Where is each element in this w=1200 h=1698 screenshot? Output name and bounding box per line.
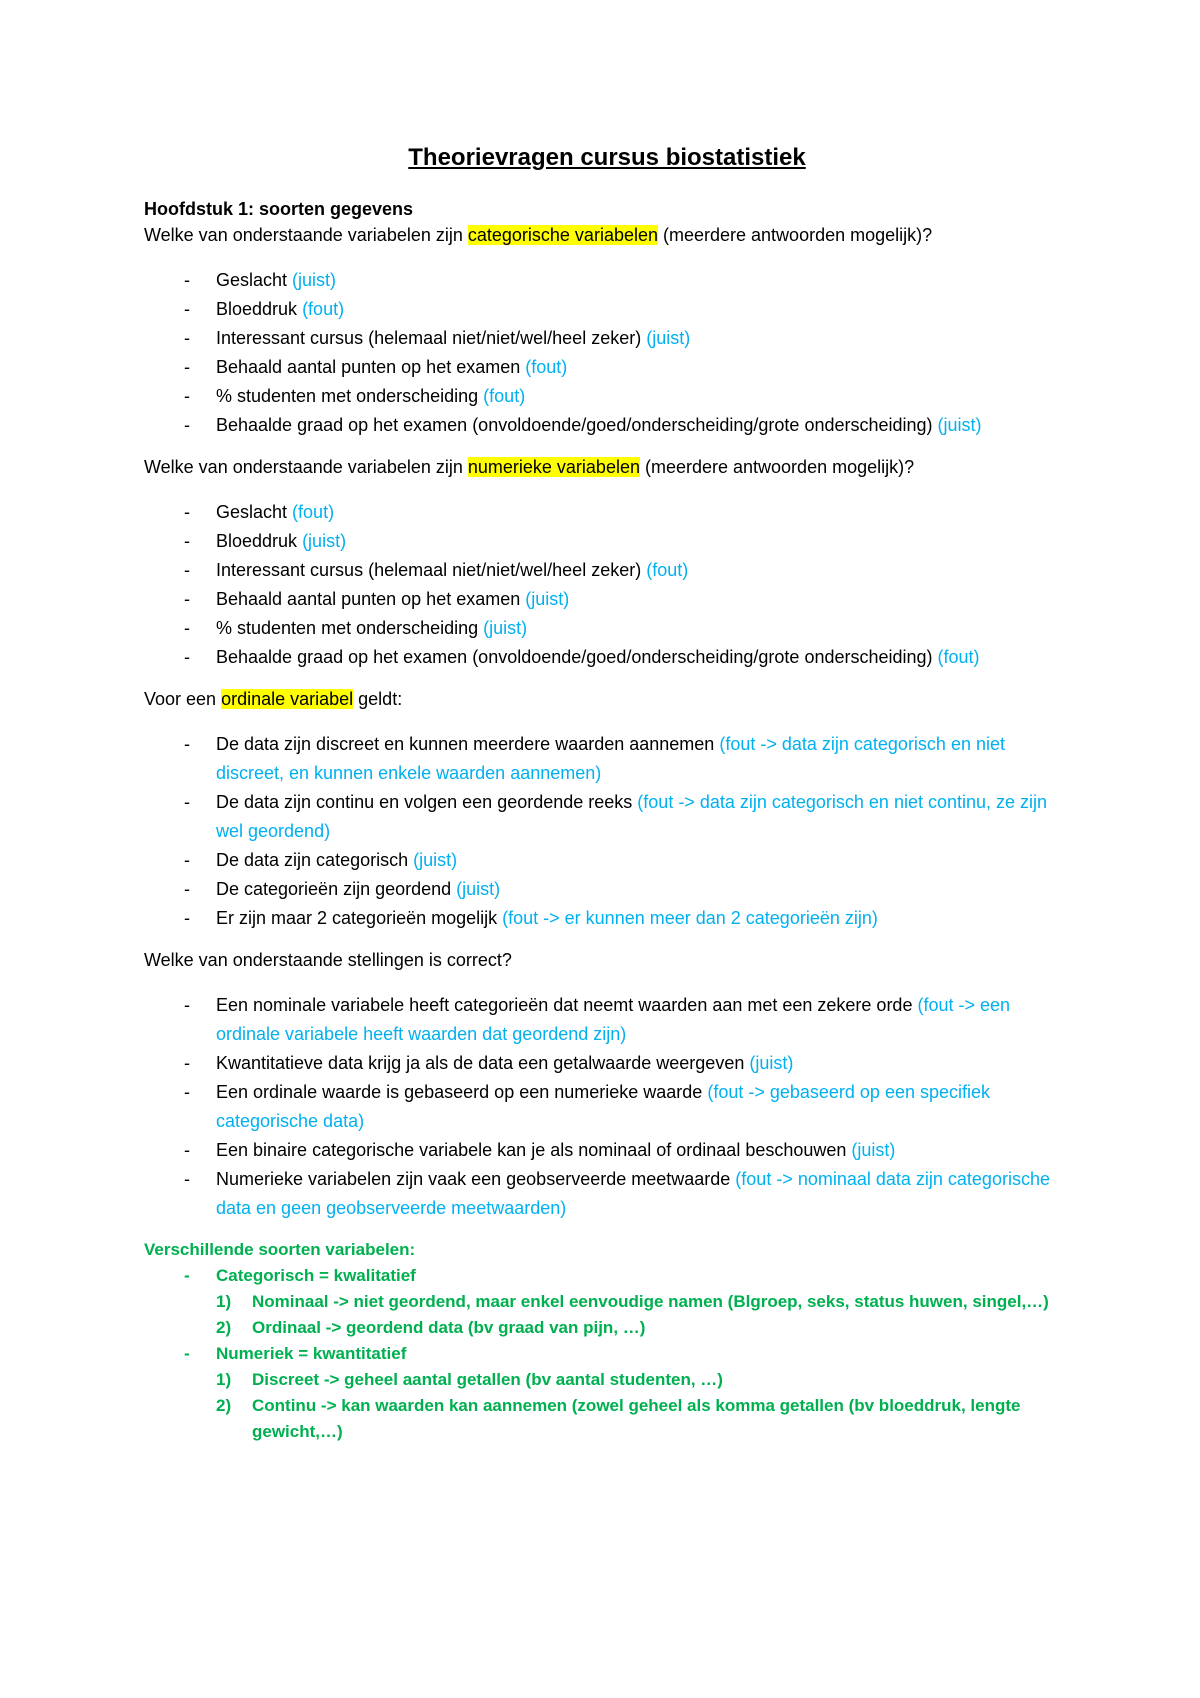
- bullet-dash: -: [184, 299, 190, 319]
- question-text: geldt:: [353, 689, 403, 709]
- answer-text: Kwantitatieve data krijg ja als de data een getalwaarde weergeven: [216, 1053, 750, 1073]
- answer-verdict: (juist): [749, 1053, 794, 1073]
- answer-text: Een nominale variabele heeft categorieën dat neemt waarden aan met een zekere orde: [216, 995, 918, 1015]
- question-ordinal: [144, 686, 1070, 712]
- document-title: Theorievragen cursus biostatistiek: [408, 144, 806, 171]
- variable-type-group: [144, 1341, 1070, 1445]
- list-item: [144, 614, 1070, 643]
- highlighted-term: ordinale variabel: [221, 689, 354, 709]
- question-text: Voor een: [144, 689, 222, 709]
- answer-text: De categorieën zijn geordend: [216, 879, 457, 899]
- list-item: [216, 1315, 1070, 1341]
- answer-verdict: (fout -> er kunnen meer dan 2 categorieën zijn): [502, 908, 878, 928]
- list-item: [144, 991, 1070, 1049]
- answer-verdict: (fout): [483, 386, 526, 406]
- answer-verdict: (fout -> nominaal data zijn categorische data en geen geobserveerde meetwaarden): [216, 1169, 1050, 1218]
- answer-verdict: (fout): [525, 357, 568, 377]
- answer-text: Interessant cursus (helemaal niet/niet/wel/heel zeker): [216, 560, 647, 580]
- answer-verdict: (juist): [302, 531, 347, 551]
- list-item: [144, 585, 1070, 614]
- list-item: [144, 730, 1070, 788]
- answer-verdict: (fout -> gebaseerd op een specifiek categorische data): [216, 1082, 991, 1131]
- question-numeric: [144, 454, 1070, 480]
- answer-verdict: (juist): [851, 1140, 896, 1160]
- bullet-dash: -: [184, 531, 190, 551]
- list-item: [144, 556, 1070, 585]
- group-label: Categorisch = kwalitatief: [216, 1266, 416, 1285]
- answer-text: De data zijn continu en volgen een geordende reeks: [216, 792, 638, 812]
- answer-verdict: (juist): [292, 270, 337, 290]
- bullet-dash: -: [184, 908, 190, 928]
- item-text: Ordinaal -> geordend data (bv graad van pijn, …): [252, 1318, 646, 1337]
- question-text: Welke van onderstaande variabelen zijn: [144, 225, 468, 245]
- list-item: [144, 498, 1070, 527]
- answer-text: Een ordinale waarde is gebaseerd op een numerieke waarde: [216, 1082, 708, 1102]
- list-item: [144, 411, 1070, 440]
- question-statements: Welke van onderstaande stellingen is correct?: [144, 950, 512, 970]
- bullet-dash: -: [184, 995, 190, 1015]
- variable-types-list: [144, 1263, 1070, 1445]
- bullet-dash: -: [184, 1140, 190, 1160]
- list-item: [216, 1289, 1070, 1315]
- bullet-dash: -: [184, 734, 190, 754]
- list-number: 1): [216, 1292, 232, 1311]
- bullet-dash: -: [184, 560, 190, 580]
- answer-text: % studenten met onderscheiding: [216, 386, 484, 406]
- question-text: Welke van onderstaande variabelen zijn: [144, 457, 468, 477]
- answer-verdict: (juist): [483, 618, 528, 638]
- list-item: [216, 1367, 1070, 1393]
- variable-type-group: [144, 1263, 1070, 1341]
- answer-text: Behaalde graad op het examen (onvoldoende/goed/onderscheiding/grote onderscheiding): [216, 415, 938, 435]
- bullet-dash: -: [184, 1169, 190, 1189]
- answer-text: Behaald aantal punten op het examen: [216, 357, 526, 377]
- chapter-heading: Hoofdstuk 1: soorten gegevens: [144, 199, 414, 219]
- list-number: 2): [216, 1318, 232, 1337]
- answer-list-ordinal: [144, 730, 1070, 933]
- sub-list: [216, 1289, 1070, 1341]
- answer-text: Bloeddruk: [216, 531, 303, 551]
- highlighted-term: numerieke variabelen: [467, 457, 640, 477]
- group-label: Numeriek = kwantitatief: [216, 1344, 407, 1363]
- bullet-dash: -: [184, 270, 190, 290]
- list-item: [144, 1165, 1070, 1223]
- list-item: [144, 353, 1070, 382]
- item-text: Discreet -> geheel aantal getallen (bv aantal studenten, …): [252, 1370, 723, 1389]
- answer-list-numeric: [144, 498, 1070, 672]
- answer-verdict: (fout): [937, 647, 980, 667]
- bullet-dash: -: [184, 357, 190, 377]
- answer-verdict: (juist): [646, 328, 691, 348]
- sub-list: [216, 1367, 1070, 1445]
- question-categorical: [144, 222, 1070, 248]
- answer-text: Geslacht: [216, 270, 293, 290]
- question-text: (meerdere antwoorden mogelijk)?: [658, 225, 933, 245]
- list-item: [144, 875, 1070, 904]
- answer-text: Behaald aantal punten op het examen: [216, 589, 526, 609]
- list-item: [144, 1049, 1070, 1078]
- bullet-dash: -: [184, 386, 190, 406]
- bullet-dash: -: [184, 618, 190, 638]
- bullet-dash: -: [184, 1082, 190, 1102]
- highlighted-term: categorische variabelen: [467, 225, 658, 245]
- answer-text: De data zijn discreet en kunnen meerdere waarden aannemen: [216, 734, 720, 754]
- list-number: 2): [216, 1396, 232, 1415]
- answer-verdict: (fout -> data zijn categorisch en niet discreet, en kunnen enkele waarden aannemen): [216, 734, 1005, 783]
- list-item: [144, 904, 1070, 933]
- answer-verdict: (juist): [525, 589, 570, 609]
- list-item: [144, 382, 1070, 411]
- list-number: 1): [216, 1370, 232, 1389]
- answer-text: Interessant cursus (helemaal niet/niet/wel/heel zeker): [216, 328, 647, 348]
- item-text: Nominaal -> niet geordend, maar enkel eenvoudige namen (Blgroep, seks, status huwen, singel,…): [252, 1292, 1049, 1311]
- answer-verdict: (fout -> data zijn categorisch en niet continu, ze zijn wel geordend): [216, 792, 1048, 841]
- list-item: [216, 1393, 1070, 1445]
- answer-verdict: (fout): [292, 502, 335, 522]
- answer-text: Geslacht: [216, 502, 293, 522]
- answer-text: Numerieke variabelen zijn vaak een geobserveerde meetwaarde: [216, 1169, 736, 1189]
- item-text: Continu -> kan waarden kan aannemen (zowel geheel als komma getallen (bv bloeddruk, lengte gewicht,…): [252, 1396, 1021, 1441]
- bullet-dash: -: [184, 1266, 190, 1285]
- list-item: [144, 1136, 1070, 1165]
- list-item: [144, 527, 1070, 556]
- answer-verdict: (juist): [937, 415, 982, 435]
- question-text: (meerdere antwoorden mogelijk)?: [639, 457, 915, 477]
- list-item: [144, 643, 1070, 672]
- bullet-dash: -: [184, 879, 190, 899]
- list-item: [144, 1078, 1070, 1136]
- bullet-dash: -: [184, 647, 190, 667]
- summary-title: Verschillende soorten variabelen:: [144, 1240, 416, 1259]
- list-item: [144, 295, 1070, 324]
- bullet-dash: -: [184, 850, 190, 870]
- list-item: [144, 324, 1070, 353]
- answer-text: De data zijn categorisch: [216, 850, 414, 870]
- answer-text: Er zijn maar 2 categorieën mogelijk: [216, 908, 503, 928]
- answer-list-categorical: [144, 266, 1070, 440]
- bullet-dash: -: [184, 1053, 190, 1073]
- bullet-dash: -: [184, 328, 190, 348]
- answer-verdict: (fout): [302, 299, 345, 319]
- bullet-dash: -: [184, 589, 190, 609]
- bullet-dash: -: [184, 502, 190, 522]
- answer-text: Bloeddruk: [216, 299, 303, 319]
- answer-text: Een binaire categorische variabele kan je als nominaal of ordinaal beschouwen: [216, 1140, 852, 1160]
- list-item: [144, 266, 1070, 295]
- answer-verdict: (fout -> een ordinale variabele heeft waarden dat geordend zijn): [216, 995, 1011, 1044]
- bullet-dash: -: [184, 792, 190, 812]
- bullet-dash: -: [184, 1344, 190, 1363]
- answer-text: Behaalde graad op het examen (onvoldoende/goed/onderscheiding/grote onderscheiding): [216, 647, 938, 667]
- answer-verdict: (juist): [456, 879, 501, 899]
- bullet-dash: -: [184, 415, 190, 435]
- answer-list-statements: [144, 991, 1070, 1223]
- list-item: [144, 846, 1070, 875]
- list-item: [144, 788, 1070, 846]
- answer-verdict: (fout): [646, 560, 689, 580]
- answer-verdict: (juist): [413, 850, 458, 870]
- answer-text: % studenten met onderscheiding: [216, 618, 484, 638]
